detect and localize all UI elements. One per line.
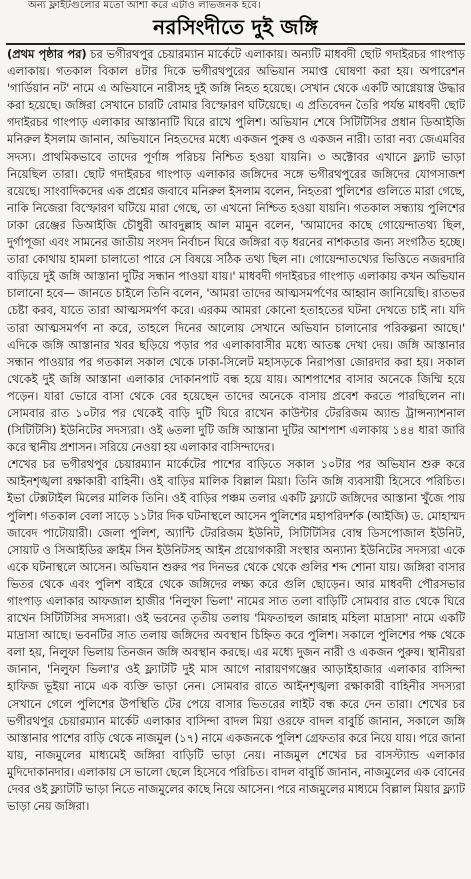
- article-body: [7, 46, 465, 878]
- paragraph-text: শেখের চর ভগীরথপুর চেয়ারম্যান মার্কেটের পাশের বাড়িতে সকাল ১০টার পর অভিযান শুরু করে আইনশৃঙ্খলা রক্ষাকারী বাহিনী। ওই বাড়ির মালিক বিল্লাল মিয়া। তিনি জঙ্গি ব্যবসায়ী হিসেবে পরিচিত। ইভা টেক্সটাইল মিলের মালিক তিনি। ওই বাড়ির পঞ্চম তলার একটি ফ্ল্যাটে জঙ্গিদের আস্তানা খুঁজে পায় পুলিশ। গতকাল বেলা সাড়ে ১১টার দিক ঘটনাস্থলে আসেন পুলিশের মহাপরিদর্শক (আইজি) ড. মোহাম্মদ জাবেদ পাটোয়ারী। জেলা পুলিশ, অ্যান্টি টেররিজম ইউনিট, সিটিটিসির বোম্ব ডিসপোজাল ইউনিট, সোয়াট ও সিআইডির ক্রাইম সিন ইউনিটসহ আইন প্রয়োগকারী সংস্থার অন্যান্য ইউনিটের সদস্যরা একে একে ঘটনাস্থলে আসেন। অভিযান শুরুর পর দিনভর থেকে থেকে গুলির শব্দ শোনা যায়। জঙ্গিরা বাসার ভিতর থেকে এবং পুলিশ বাইরে থেকে জঙ্গিদের লক্ষ্য করে গুলি ছোড়েন। আর মাধবদী পৌরসভার গাংপাড় এলাকার আফজাল হাজীর 'নিলুফা ভিলা' নামের সাত তলা বাড়িটি সোমবার রাত থেকে ঘিরে রাখেন সিটিটিসির সদস্যরা। ওই ভবনের তৃতীয় তলায় 'মিফতাহুল জান্নাহ মহিলা মাদ্রাসা' নামে একটি মাদ্রাসা আছে। ভবনটির সাত তলায় জঙ্গিদের অবস্থান চিহ্নিত করে পুলিশ। সকালে পুলিশের পক্ষ থেকে বলা হয়, নিলুফা ভিলায় তিনজন জঙ্গি অবস্থান করছে। এর মধ্যে দুজন নারী ও একজন পুরুষ। স্থানীয়রা জানান, 'নিলুফা ভিলা'র ওই ফ্ল্যাটটি দুই মাস আগে নারায়ণগঞ্জের আড়াইহাজার এলাকার বাসিন্দা হাফিজ ভূইয়া নামে এক ব্যক্তি ভাড়া নেন। সোমবার রাতে আইনশৃঙ্খলা রক্ষাকারী বাহিনীর সদস্যরা সেখানে গেলে পুলিশের উপস্থিতি টের পেয়ে বাসার ভিতরের লাইট বন্ধ করে দেন তারা। শেখের চর ভগীরথপুর চেয়ারম্যান মার্কেট এলাকার বাসিন্দা বাদল মিয়া ওরফে বাদল বাবুর্চি জানান, সকালে জঙ্গি আস্তানার পাশের বাড়ি থেকে নাজমুল (১৭) নামে একজনকে পুলিশ গ্রেফতার করে নিয়ে যায়। পরে জানা যায়, নাজমুলের মাধ্যমেই জঙ্গিরা বাড়িটি ভাড়া নেয়। নাজমুল শেখের চর বাসস্ট্যান্ড এলাকার মুদিদোকানদার। এলাকায় সে ভালো ছেলে হিসেবে পরিচিত। বাদল বাবুর্চি জানান, নাজমুলের এক বোনের দেবর ওই ফ্ল্যাটটি ভাড়া নিতে নাজমুলের কাছে নিয়ে আসেন। পরে নাজমুলের মাধ্যমে বিল্লাল মিয়ার ফ্ল্যাট ভাড়া নেয় জঙ্গিরা।: [7, 457, 465, 814]
- headline-divider: [6, 43, 465, 45]
- article-paragraph-1: [7, 46, 465, 456]
- paragraph-text: চর ভগীরথপুর চেয়ারম্যান মার্কেটে এলাকায়। অন্যটি মাধবদী ছোট গদাইরচর গাংপাড় এলাকায়। গতকাল বিকাল ৪টার দিকে ভগীরথপুরের অভিযান সমাপ্ত ঘোষণা করা হয়। অপারেশন 'গার্ডিয়ান নট' নামে এ অভিযানে নারীসহ দুই জঙ্গি নিহত হয়েছে। সেখান থেকে একটি আগ্নেয়াস্ত্র উদ্ধার করা হয়েছে। জঙ্গিরা সেখানে চারটি বোমার বিস্ফোরণ ঘটিয়েছে। এ প্রতিবেদন তৈরি পর্যন্ত মাধবদী ছোট গদাইরচর গাংপাড় এলাকার আস্তানাটি ঘিরে রাখে পুলিশ। অভিযান শেষে সিটিটিসির প্রধান ডিআইজি মনিরুল ইসলাম জানান, অভিযানে নিহতদের মধ্যে একজন পুরুষ ও একজন নারী। তারা নব্য জেএমবির সদস্য। প্রাথমিকভাবে তাদের পূর্ণাঙ্গ পরিচয় নিশ্চিত হওয়া যায়নি। ৩ অক্টোবর এখানে ফ্ল্যাট ভাড়া নিয়েছিল তারা। ছোট গদাইরচর গাংপাড় এলাকার জঙ্গিদের সঙ্গে ভগীরথপুরের জঙ্গিদের যোগসাজশ রয়েছে। সাংবাদিকদের এক প্রশ্নের জবাবে মনিরুল ইসলাম বলেন, নিহতরা পুলিশের গুলিতে মারা গেছে, নাকি নিজেরা বিস্ফোরণ ঘটিয়ে মারা গেছে, তা এখনো নিশ্চিত হওয়া যায়নি। গতকাল সন্ধ্যায় পুলিশের ঢাকা রেঞ্জের ডিআইজি চৌধুরী আবদুল্লাহ আল মামুন বলেন, 'আমাদের কাছে গোয়েন্দাতথ্য ছিল, দুর্গাপূজা এবং সামনের জাতীয় সংসদ নির্বাচন ঘিরে জঙ্গিরা বড় ধরনের নাশকতার জন্য সংগঠিত হচ্ছে। তারা কোথায় হামলা চালাতো পারে সে বিষয়ে সঠিক তথ্য ছিল না। গোয়েন্দাতথ্যের ভিত্তিতে নজরদারি বাড়িয়ে দুই জঙ্গি আস্তানা দুটির সন্ধান পাওয়া যায়।' মাধবদী গদাইরচর গাংপাড় এলাকায় কখন অভিযান চালানো হবে— জানতে চাইলে তিনি বলেন, 'আমরা তাদের আত্মসমর্পণের আহ্বান জানিয়েছি। রাতভর চেষ্টা করব, যাতে তারা আত্মসমর্পণ করে। এরকম আমরা কোনো হতাহতের ঘটনা দেখতে চাই না। যদি তারা আত্মসমর্পণ না করে, তাহলে দিনের আলোয় সেখানে অভিযান চালানোর পরিকল্পনা আছে।' এদিকে জঙ্গি আস্তানার খবর ছড়িয়ে পড়ার পর এলাকাবাসীর মধ্যে আতঙ্ক দেখা দেয়। জঙ্গি আস্তানার সন্ধান পাওয়ার পর গতকাল সকাল থেকে ঢাকা-সিলেট মহাসড়কে নিরাপত্তা জোরদার করা হয়। সকাল থেকেই দুই জঙ্গি আস্তানা এলাকার দোকানপাট বন্ধ হয়ে যায়। আশপাশের বাসার অনেকে জিম্মি হয়ে পড়েন। যারা ভোরে বাসা থেকে বের হয়েছেন তাদের অনেকে বাসায় প্রবেশ করতে পারছিলেন না। সোমবার রাত ১০টার পর থেকেই বাড়ি দুটি ঘিরে রাখেন কাউন্টার টেররিজম অ্যান্ড ট্রান্সন্যাশনাল (সিটিটিসি) ইউনিটের সদস্যরা। ওই ৬তলা দুটি জঙ্গি আস্তানা দুটির আশপাশ এলাকায় ১৪৪ ধারা জারি করে স্থানীয় প্রশাসন। সরিয়ে নেওয়া হয় এলাকার বাসিন্দাদের।: [7, 47, 465, 455]
- article-headline: নরসিংদীতে দুই জঙ্গি: [153, 15, 318, 39]
- previous-article-tail: অন্য ফ্লাইটগুলোর মতো আশা করে এটাও লাভজনক হবে।: [28, 0, 261, 11]
- continued-label: (প্রথম পৃষ্ঠার পর): [7, 47, 87, 61]
- article-paragraph-2: [7, 456, 465, 815]
